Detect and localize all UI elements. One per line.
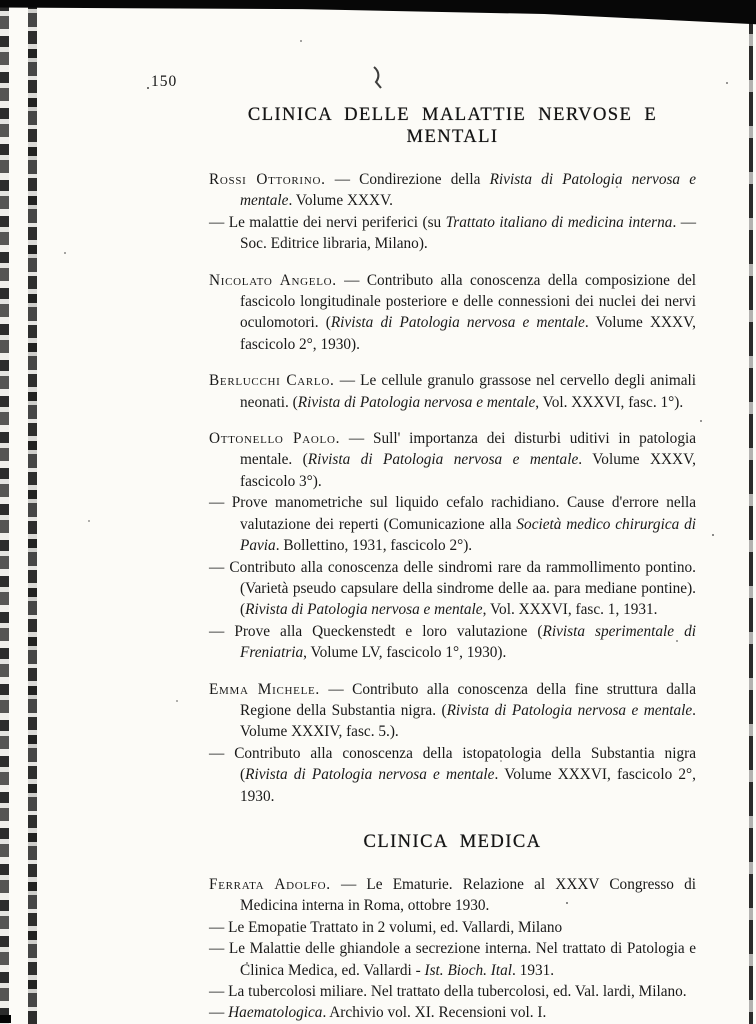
section-title: CLINICA DELLE MALATTIE NERVOSE E MENTALI bbox=[247, 104, 658, 147]
entry-author: Emma Michele. bbox=[209, 680, 320, 698]
ink-smudge-mark bbox=[371, 66, 386, 91]
bibliography-entry: Ottonello Paolo. — Sull' importanza dei disturbi uditivi in patologia mentale. (Rivista di Patologia nervosa e mentale. Volume XXXV, fascicolo 3°). bbox=[209, 430, 697, 490]
bibliography-entry: — Prove alla Queckenstedt e loro valutazione (Rivista sperimentale di Freniatria, Volume LV, fascicolo 1°, 1930). bbox=[209, 622, 696, 662]
bibliography-section bbox=[209, 104, 696, 807]
bibliography-entry: Berlucchi Carlo. — Le cellule granulo grassose nel cervello degli animali neonati. (Rivista di Patologia nervosa e mentale, Vol. XXXVI, fasc. 1°). bbox=[209, 372, 697, 411]
entry-author: Ferrata Adolfo. bbox=[209, 875, 331, 893]
page-number: 150 bbox=[151, 73, 178, 90]
entry-group bbox=[209, 169, 696, 255]
bibliography-entry: — La tubercolosi miliare. Nel trattato della tubercolosi, ed. Val. lardi, Milano. bbox=[209, 983, 687, 1000]
scan-edge-left bbox=[0, 0, 9, 1024]
entry-group bbox=[209, 370, 696, 413]
scan-edge-right bbox=[749, 0, 753, 1024]
bibliography-entry: Emma Michele. — Contributo alla conoscenza della fine struttura dalla Regione della Substantia nigra. (Rivista di Patologia nervosa e mentale. Volume XXXIV, fasc. 5.). bbox=[209, 680, 696, 741]
bibliography-entry: — Le malattie dei nervi periferici (su Trattato italiano di medicina interna. — Soc. Editrice libraria, Milano). bbox=[209, 213, 696, 253]
document-page bbox=[151, 0, 697, 1024]
bibliography-entry: — Prove manometriche sul liquido cefalo rachidiano. Cause d'errore nella valutazione dei reperti (Comunicazione alla Società medico chirurgica di Pavia. Bollettino, 1931, fascicolo 2°). bbox=[209, 494, 696, 555]
bibliography bbox=[209, 104, 696, 1024]
entry-author: Rossi Ottorino. bbox=[209, 171, 326, 188]
bibliography-entry: — Haematologica. Archivio vol. XI. Recensioni vol. I. bbox=[209, 1004, 547, 1022]
bibliography-section bbox=[209, 831, 696, 1024]
bibliography-entry: Rossi Ottorino. — Condirezione della Rivista di Patologia nervosa e mentale. Volume XXXV. bbox=[209, 171, 696, 210]
scan-corner-mark bbox=[0, 1015, 11, 1023]
entry-group bbox=[209, 679, 696, 807]
bibliography-entry: — Le Malattie delle ghiandole a secrezione interna. Nel trattato di Patologia e Clinica Medica, ed. Vallardi - Ist. Bioch. Ital. 1931. bbox=[209, 940, 696, 979]
scan-binding-shadow bbox=[28, 0, 37, 1024]
entry-author: Nicolato Angelo. bbox=[209, 271, 337, 289]
entry-group bbox=[209, 874, 696, 1024]
section-title: CLINICA MEDICA bbox=[363, 830, 542, 852]
bibliography-entry: — Contributo alla conoscenza delle sindromi rare da rammollimento pontino. (Varietà pseudo capsulare della sindrome delle aa. para mediane pontine). (Rivista di Patologia nervosa e mentale, Vol. XXXVI, fasc. 1, 1931. bbox=[209, 558, 696, 619]
bibliography-entry: Ferrata Adolfo. — Le Ematurie. Relazione al XXXV Congresso di Medicina interna in Roma, ottobre 1930. bbox=[209, 875, 696, 915]
bibliography-entry: — Contributo alla conoscenza della istopatologia della Substantia nigra (Rivista di Patologia nervosa e mentale. Volume XXXVI, fascicolo 2°, 1930. bbox=[209, 744, 697, 805]
entry-group bbox=[209, 428, 696, 663]
bibliography-entry: — Le Emopatie Trattato in 2 volumi, ed. Vallardi, Milano bbox=[209, 918, 563, 936]
entry-author: Berlucchi Carlo. bbox=[209, 372, 335, 390]
entry-group bbox=[209, 270, 696, 356]
bibliography-entry: Nicolato Angelo. — Contributo alla conoscenza della composizione del fascicolo longitudinale posteriore e delle connessioni dei nuclei dei nervi oculomotori. (Rivista di Patologia nervosa e mentale. Volume XXXV, fascicolo 2°, 1930). bbox=[209, 271, 696, 353]
entry-author: Ottonello Paolo. bbox=[209, 430, 341, 448]
